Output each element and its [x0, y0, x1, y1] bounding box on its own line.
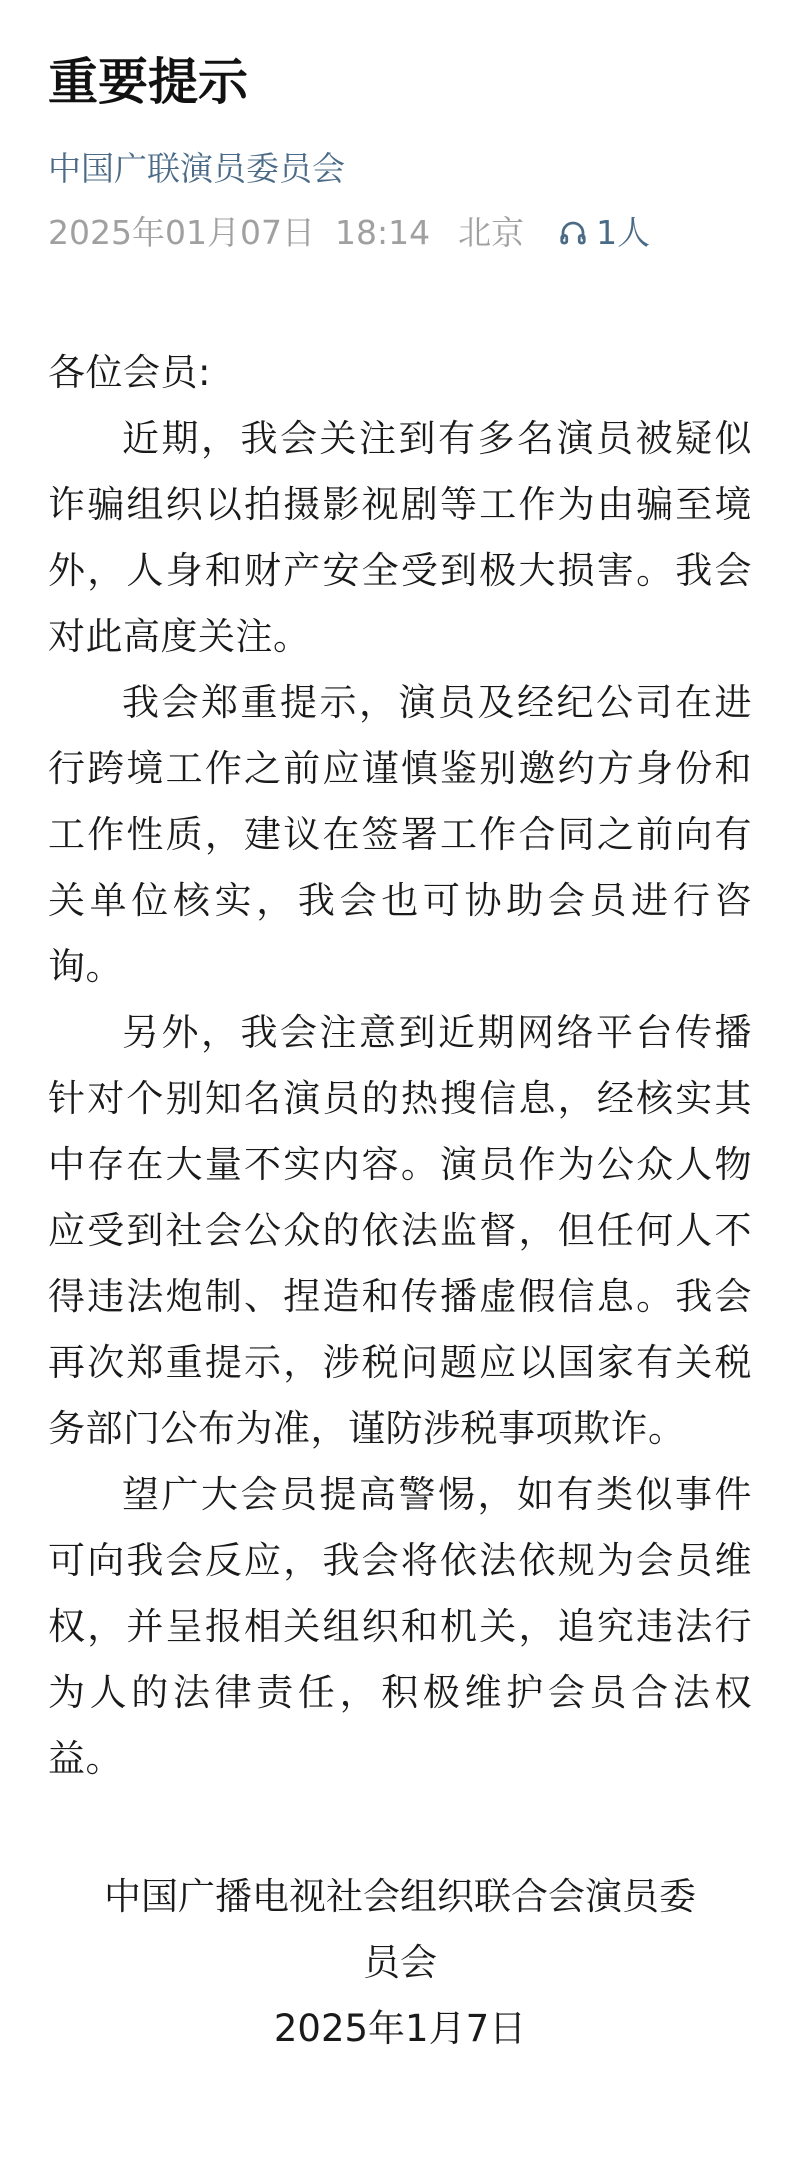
paragraph-1: 近期，我会关注到有多名演员被疑似诈骗组织以拍摄影视剧等工作为由骗至境外，人身和财产安全受到极大损害。我会对此高度关注。 [48, 417, 752, 658]
article-meta [48, 208, 752, 258]
listen-button[interactable] [558, 208, 650, 258]
signature-organization: 中国广播电视社会组织联合会演员委员会 [104, 1875, 696, 1984]
listen-count: 1人 [596, 213, 651, 252]
publisher-link[interactable]: 中国广联演员委员会 [48, 149, 345, 188]
article-title: 重要提示 [48, 53, 248, 111]
article-body [48, 340, 752, 1792]
headphones-icon [558, 218, 588, 248]
paragraph-4: 望广大会员提高警惕，如有类似事件可向我会反应，我会将依法依规为会员维权，并呈报相关组织和机关，追究违法行为人的法律责任，积极维护会员合法权益。 [48, 1473, 752, 1780]
paragraph-2: 我会郑重提示，演员及经纪公司在进行跨境工作之前应谨慎鉴别邀约方身份和工作性质，建议在签署工作合同之前向有关单位核实，我会也可协助会员进行咨询。 [48, 681, 752, 988]
signature-block [48, 1864, 752, 2062]
publish-time: 18:14 [334, 213, 431, 252]
signature-date: 2025年1月7日 [273, 2007, 527, 2050]
publish-location: 北京 [458, 213, 525, 252]
greeting: 各位会员: [48, 351, 211, 394]
publish-date: 2025年01月07日 [48, 213, 315, 252]
paragraph-3: 另外，我会注意到近期网络平台传播针对个别知名演员的热搜信息，经核实其中存在大量不实内容。演员作为公众人物应受到社会公众的依法监督，但任何人不得违法炮制、捏造和传播虚假信息。我会再次郑重提示，涉税问题应以国家有关税务部门公布为准，谨防涉税事项欺诈。 [48, 1011, 752, 1450]
